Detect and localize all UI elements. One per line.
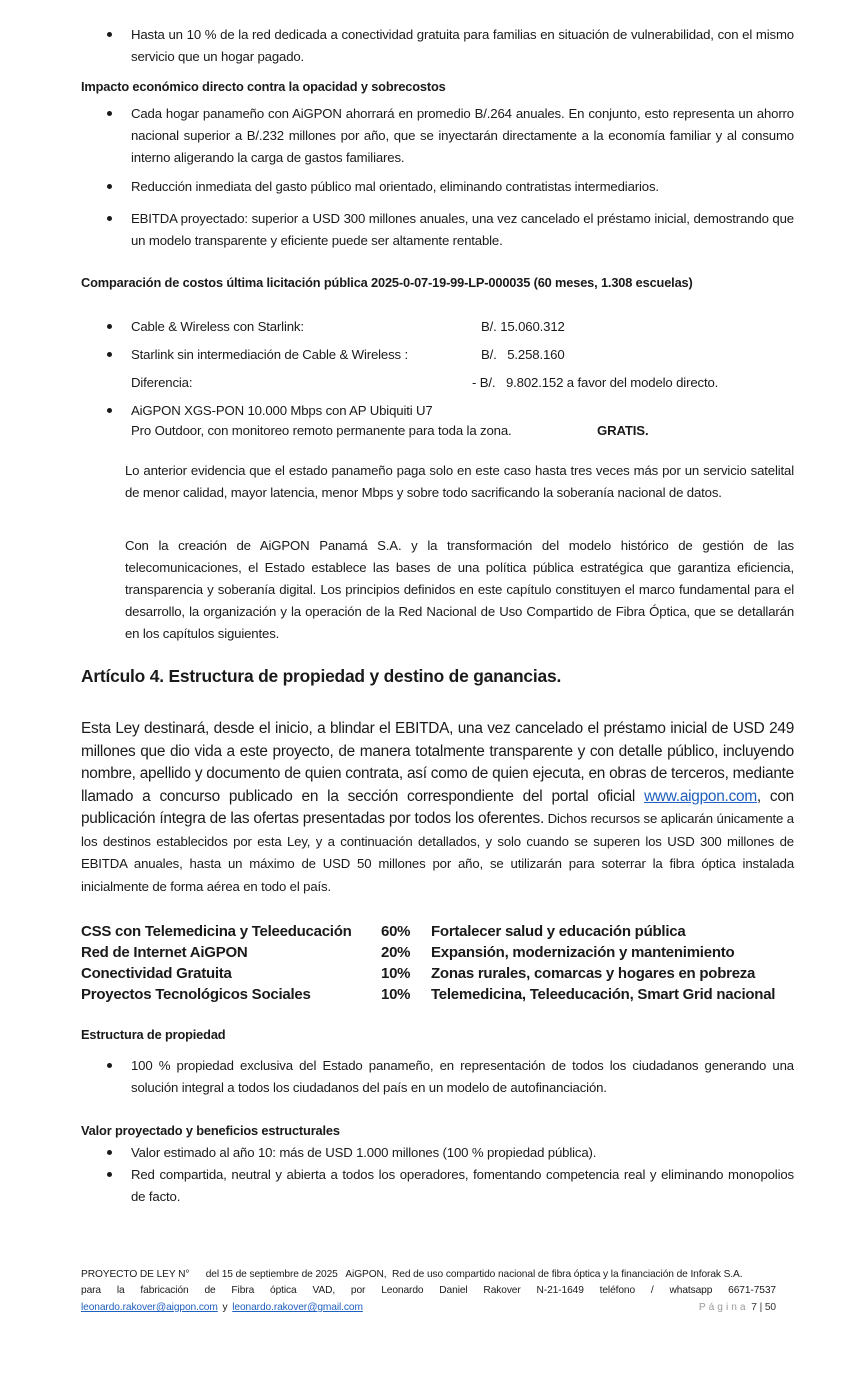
footer-line2: para la fabricación de Fibra óptica VAD, por Leonardo Daniel Rakover N-21-1649 teléfono / whatsapp 6671-7537	[81, 1285, 776, 1296]
page-label: Página	[698, 1302, 749, 1313]
aigpon-line1: AiGPON XGS-PON 10.000 Mbps con AP Ubiquiti U7	[131, 403, 433, 418]
page-number: 7 | 50	[751, 1302, 776, 1313]
comparison-value: B/. 15.060.312	[481, 319, 565, 334]
section-heading-ownership: Estructura de propiedad	[81, 1027, 226, 1042]
table-row: Red de Internet AiGPON 20% Expansión, modernización y mantenimiento	[81, 944, 735, 961]
comparison-label: Starlink sin intermediación de Cable & Wireless :	[131, 347, 409, 362]
section-heading-value: Valor proyectado y beneficios estructurales	[81, 1123, 340, 1138]
difference-label: Diferencia:	[131, 375, 193, 390]
article-paragraph: Esta Ley destinará, desde el inicio, a blindar el EBITDA, una vez cancelado el préstamo inicial de USD 249 millones que dio vida a este proyecto, de manera totalmente transparente y con detalle público, incluyendo nombre, apellido y documento de quien contrata, así como de quien ejecuta, en obras de terceros, mediante llamado a concurso publicado en la sección correspondiente del portal oficial www.aigpon.com, con publicación íntegra de las ofertas presentadas por todos los oferentes. Dichos recursos se aplicarán únicamente a los destinos establecidos por esta Ley, y a continuación detallados, y solo cuando se superen los USD 300 millones de EBITDA anuales, hasta un máximo de USD 50 millones por año, se utilizarán para soterrar la fibra óptica instalada inicialmente de forma aérea en todo el país.	[81, 720, 794, 894]
bullet-text: Reducción inmediata del gasto público mal orientado, eliminando contratistas intermediarios.	[131, 179, 659, 194]
table-row: Conectividad Gratuita 10% Zonas rurales, comarcas y hogares en pobreza	[81, 965, 756, 982]
paragraph: Lo anterior evidencia que el estado panameño paga solo en este caso hasta tres veces más por un servicio satelital de menor calidad, mayor latencia, menor Mbps y sobre todo sacrificando la soberanía nacional de datos.	[125, 463, 794, 500]
bullet-text: Hasta un 10 % de la red dedicada a conectividad gratuita para familias en situación de vulnerabilidad, con el mismo servicio que un hogar pagado.	[131, 27, 794, 64]
bullet-icon	[107, 32, 112, 37]
section-heading-impact: Impacto económico directo contra la opacidad y sobrecostos	[81, 79, 446, 94]
footer-line3	[81, 1300, 776, 1316]
bullet-icon	[107, 324, 112, 329]
table-row: CSS con Telemedicina y Teleeducación 60% Fortalecer salud y educación pública	[81, 923, 686, 940]
bullet-text: Cada hogar panameño con AiGPON ahorrará en promedio B/.264 anuales. En conjunto, esto representa un ahorro nacional superior a B/.232 millones por año, que se inyectarán directamente a la economía familiar y al consumo interno aligerando la carga de gastos familiares.	[131, 106, 794, 165]
article-title: Artículo 4. Estructura de propiedad y destino de ganancias.	[81, 666, 562, 686]
table-row: Proyectos Tecnológicos Sociales 10% Telemedicina, Teleeducación, Smart Grid nacional	[81, 986, 776, 1003]
section-heading-comparison: Comparación de costos última licitación pública 2025-0-07-19-99-LP-000035 (60 meses, 1.308 escuelas)	[81, 275, 693, 290]
footer-line1: PROYECTO DE LEY N° del 15 de septiembre de 2025 AiGPON, Red de uso compartido nacional de fibra óptica y la financiación de Inforak S.A.	[81, 1269, 743, 1280]
bullet-text: Red compartida, neutral y abierta a todos los operadores, fomentando competencia real y eliminando monopolios de facto.	[131, 1167, 794, 1204]
bullet-text: 100 % propiedad exclusiva del Estado panameño, en representación de todos los ciudadanos generando una solución integral a todos los ciudadanos del país en un modelo de autofinanciación.	[131, 1058, 794, 1095]
bullet-icon	[107, 216, 112, 221]
footer-and: y	[222, 1302, 228, 1313]
page-indicator	[699, 1300, 776, 1316]
portal-link[interactable]: www.aigpon.com	[644, 787, 757, 805]
comparison-label: Cable & Wireless con Starlink:	[131, 319, 304, 334]
allocation-table	[81, 922, 794, 1006]
paragraph: Con la creación de AiGPON Panamá S.A. y la transformación del modelo histórico de gestión de las telecomunicaciones, el Estado establece las bases de una política pública estratégica que garantiza eficiencia, transparencia y soberanía digital. Los principios definidos en este capítulo constituyen el marco fundamental para el desarrollo, la organización y la operación de la Red Nacional de Uso Compartido de Fibra Óptica, que se detallarán en los capítulos siguientes.	[125, 538, 794, 641]
bullet-icon	[107, 1063, 112, 1068]
email-link-gmail[interactable]: leonardo.rakover@gmail.com	[232, 1302, 363, 1313]
bullet-icon	[107, 111, 112, 116]
difference-value: - B/. 9.802.152 a favor del modelo directo.	[472, 375, 719, 390]
bullet-icon	[107, 408, 112, 413]
bullet-icon	[107, 1150, 112, 1155]
bullet-text: EBITDA proyectado: superior a USD 300 millones anuales, una vez cancelado el préstamo inicial, demostrando que un modelo transparente y eficiente puede ser altamente rentable.	[131, 211, 794, 248]
comparison-value: B/. 5.258.160	[481, 347, 565, 362]
email-link-aigpon[interactable]: leonardo.rakover@aigpon.com	[81, 1302, 218, 1313]
bullet-icon	[107, 184, 112, 189]
bullet-icon	[107, 1172, 112, 1177]
aigpon-line2: Pro Outdoor, con monitoreo remoto permanente para toda la zona.	[131, 423, 512, 438]
aigpon-value: GRATIS.	[597, 423, 649, 438]
bullet-icon	[107, 352, 112, 357]
bullet-text: Valor estimado al año 10: más de USD 1.000 millones (100 % propiedad pública).	[131, 1145, 597, 1160]
